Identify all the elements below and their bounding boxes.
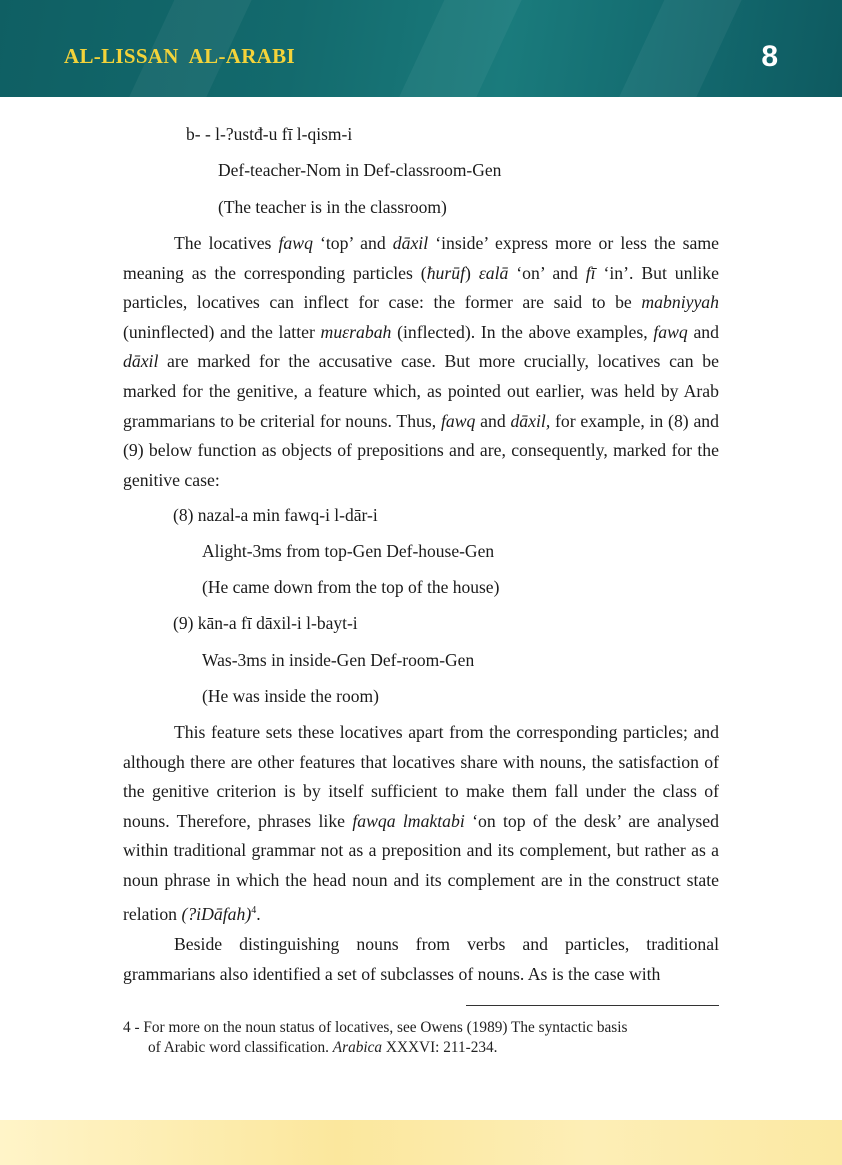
example-top-transliteration: b- - l-?ustđ-u fī l-qism-i — [186, 124, 353, 144]
example8-transliteration: (8) nazal-a min fawq-i l-dār-i — [173, 505, 378, 525]
text-run: ‘on’ and — [508, 262, 586, 283]
text-run: and — [687, 321, 719, 342]
paragraph-genitive-criterion — [123, 718, 719, 929]
footnote-divider — [466, 1005, 719, 1006]
example8-translation: (He came down from the top of the house) — [202, 577, 500, 597]
example9-gloss: Was-3ms in inside-Gen Def-room-Gen — [202, 650, 475, 670]
example9-translation: (He was inside the room) — [202, 686, 379, 706]
italic-term: (?iDāfah) — [181, 903, 252, 924]
italic-term: fī — [585, 262, 596, 283]
example9-transliteration: (9) kān-a fī dāxil-i l-bayt-i — [173, 613, 358, 633]
page-number: 8 — [761, 40, 778, 73]
italic-term: mabniyyah — [641, 292, 719, 313]
example8-gloss: Alight-3ms from top-Gen Def-house-Gen — [202, 541, 495, 561]
text-run: The locatives — [174, 233, 279, 253]
text-run: (uninflected) and the latter — [123, 321, 321, 342]
text-run: ‘top’ and — [312, 233, 393, 253]
italic-term: ħurūf — [426, 262, 466, 283]
text-run: . — [256, 903, 261, 924]
example-top-translation: (The teacher is in the classroom) — [218, 197, 447, 217]
text-run: ‘in’. But unlike particles, locatives can inflect for case: the former are said to be — [123, 262, 720, 313]
text-run: This feature sets these locatives apart from the corresponding particles; and although there are other features that locatives share with nouns, the satisfaction of the genitive criterion is by itself sufficient to make them fall under the class of nouns. Therefore, phrases like — [123, 722, 719, 831]
journal-title: AL-LISSAN AL-ARABI — [64, 44, 295, 68]
text-run: ‘inside’ express more or less the same meaning as the corresponding particles ( — [123, 233, 719, 283]
text-run: of Arabic word classification. — [148, 1039, 333, 1056]
italic-term: εalā — [478, 262, 509, 283]
journal-name: Arabica — [332, 1039, 383, 1056]
page-footer-band — [0, 1120, 842, 1165]
footnote-text-line2 — [123, 1038, 719, 1058]
italic-term: dāxil — [123, 351, 159, 372]
italic-term: fawq — [440, 410, 476, 431]
footnote-text: 4 - For more on the noun status of locatives, see Owens (1989) The syntactic basis — [123, 1019, 628, 1036]
italic-term: dāxil — [392, 233, 429, 253]
italic-term: fawq — [278, 233, 313, 253]
paragraph-subclasses — [123, 930, 719, 989]
footnote-4 — [123, 1018, 719, 1058]
italic-term: fawqa lmaktabi — [352, 810, 465, 831]
footnote-reference[interactable]: 4 — [251, 904, 257, 916]
text-run: ‘on top of the desk’ are analysed within traditional grammar not as a preposition and its complement, but rather as a noun phrase in which the head noun and its complement are in the construct state relation — [123, 810, 719, 924]
paragraph-locatives — [123, 229, 719, 495]
text-run: Beside distinguishing nouns from verbs and particles, traditional grammarians also identified a set of subclasses of nouns. As is the case with — [123, 934, 719, 984]
text-run: XXXVI: 211-234. — [382, 1039, 498, 1056]
example-top-gloss: Def-teacher-Nom in Def-classroom-Gen — [218, 160, 502, 180]
text-run: (inflected). In the above examples, — [391, 321, 654, 342]
header-decor-stripe — [381, 0, 529, 97]
italic-term: fawq — [653, 321, 688, 342]
text-run: for example, in (8) and (9) below function as objects of prepositions and are, consequently, marked for the genitive case: — [123, 410, 719, 490]
page-header-band — [0, 0, 842, 97]
text-run: ) — [465, 262, 479, 283]
text-run: are marked for the accusative case. But more crucially, locatives can be marked for the genitive, a feature which, as pointed out earlier, was held by Arab grammarians to be criterial for nouns. Thus, — [123, 351, 719, 431]
italic-term: muεrabah — [320, 321, 392, 342]
header-decor-stripe — [601, 0, 749, 97]
text-run: and — [475, 410, 511, 431]
italic-term: dāxil, — [510, 410, 551, 431]
